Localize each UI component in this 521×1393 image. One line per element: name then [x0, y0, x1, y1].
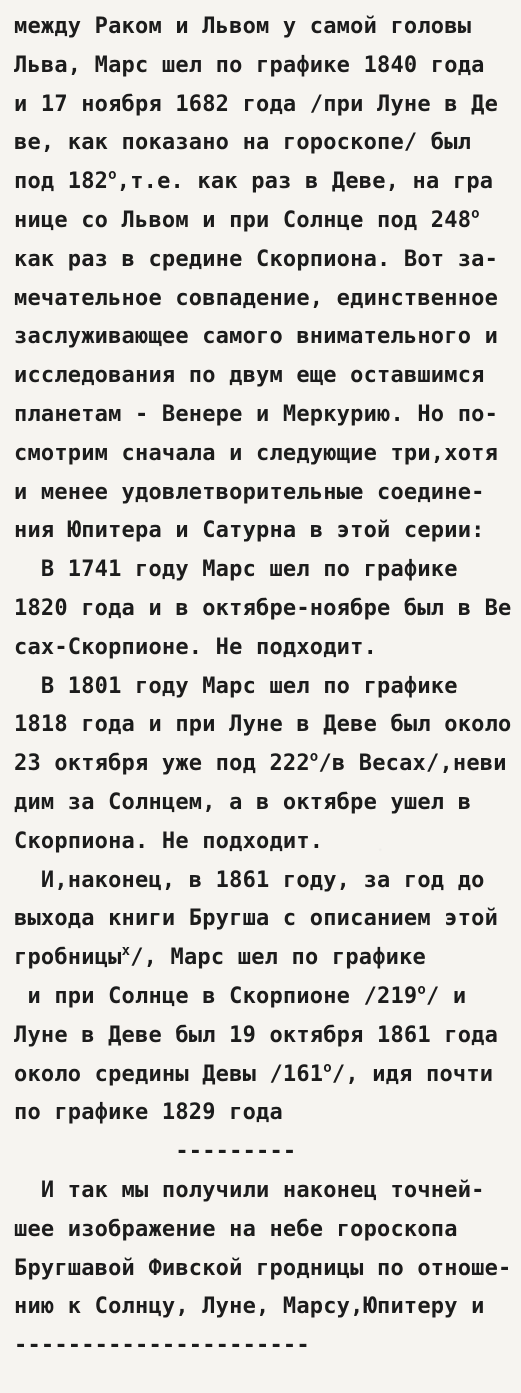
- line-text: /, Марс шел по графике: [130, 945, 426, 971]
- line-text: И так мы получили наконец точней-: [14, 1178, 485, 1203]
- line-text: шее изображение на небе гороскопа: [14, 1216, 458, 1242]
- text-line: [14, 1178, 485, 1203]
- text-line: [14, 53, 485, 78]
- line-text: Льва, Марс шел по графике 1840 года: [14, 52, 485, 78]
- line-text: смотрим сначала и следующие три,хотя: [14, 440, 499, 466]
- line-text: исследования по двум еще оставшимся: [14, 363, 485, 389]
- text-line: [14, 324, 498, 349]
- text-line: [14, 1100, 283, 1125]
- superscript: о: [417, 982, 426, 998]
- text-line: [14, 596, 511, 621]
- text-line: [14, 868, 485, 893]
- text-line: [14, 363, 485, 388]
- text-line: [14, 906, 498, 931]
- text-line: [14, 208, 480, 233]
- text-line: [14, 712, 511, 737]
- text-line: [14, 829, 323, 854]
- line-text: под 182: [14, 169, 109, 195]
- text-line: [14, 674, 458, 699]
- text-line: [14, 1333, 310, 1358]
- line-text: ве, как показано на гороскопе/ был: [14, 130, 472, 156]
- line-text: нию к Солнцу, Луне, Марсу,Юпитеру и: [14, 1294, 485, 1320]
- text-line: [14, 1217, 458, 1242]
- line-text: 1820 года и в октябре-ноябре был в Ве: [14, 596, 512, 621]
- line-text: гробницы: [14, 945, 122, 971]
- line-text: Скорпиона. Не подходит.: [14, 828, 324, 854]
- line-text: Луне в Деве был 19 октября 1861 года: [14, 1022, 499, 1048]
- text-line: [14, 130, 471, 155]
- line-text: /в Весах/,неви: [318, 751, 507, 777]
- line-text: В 1801 году Марс шел по графике: [14, 673, 458, 699]
- text-line: [14, 169, 493, 194]
- text-line: [14, 441, 498, 466]
- text-line: [14, 984, 466, 1009]
- line-text: как раз в средине Скорпиона. Вот за-: [14, 246, 499, 272]
- line-text: около средины Девы /161: [14, 1061, 324, 1087]
- text-line: [14, 790, 471, 815]
- text-line: [14, 518, 485, 543]
- text-line: [14, 1059, 494, 1087]
- line-text: между Раком и Львом у самой головы: [14, 14, 472, 39]
- line-text: выхода книги Бругша с описанием этой: [14, 906, 499, 932]
- text-line: [14, 480, 485, 505]
- text-line: [14, 14, 471, 39]
- line-text: Бругшавой Фивской гродницы по отноше-: [14, 1255, 512, 1281]
- line-text: ,т.е. как раз в Деве, на гра: [116, 169, 494, 195]
- superscript: о: [108, 167, 117, 184]
- line-text: заслуживающее самого внимательного и: [14, 324, 499, 350]
- text-line: [14, 945, 426, 970]
- superscript: о: [471, 206, 480, 222]
- text-line: [14, 1139, 296, 1164]
- text-line: [14, 1023, 498, 1048]
- line-text: 1818 года и при Луне в Деве был около: [14, 712, 512, 738]
- superscript: о: [323, 1059, 332, 1076]
- line-text: В 1741 году Марс шел по графике: [14, 557, 458, 583]
- line-text: / и: [426, 984, 467, 1009]
- line-text: 23 октября уже под 222: [14, 751, 310, 777]
- superscript: о: [309, 749, 319, 766]
- line-text: сах-Скорпионе. Не подходит.: [14, 634, 378, 660]
- text-line: [14, 751, 507, 776]
- text-line: [14, 92, 498, 117]
- text-line: [14, 286, 498, 311]
- line-text: ----------------------: [14, 1333, 310, 1359]
- line-text: и менее удовлетворительные соедине-: [14, 479, 485, 505]
- line-text: ---------: [14, 1139, 297, 1165]
- line-text: и 17 ноября 1682 года /при Луне в Де: [14, 91, 499, 117]
- line-text: И,наконец, в 1861 году, за год до: [14, 867, 485, 893]
- line-text: /, идя почти: [331, 1061, 494, 1087]
- text-line: [14, 1256, 511, 1281]
- line-text: дим за Солнцем, а в октябре ушел в: [14, 790, 472, 815]
- text-line: [14, 247, 498, 272]
- text-line: [14, 635, 377, 660]
- text-line: [14, 1294, 485, 1319]
- line-text: нице со Львом и при Солнце под 248: [14, 208, 472, 233]
- line-text: по графике 1829 года: [14, 1100, 283, 1126]
- superscript: х: [121, 943, 131, 960]
- line-text: мечательное совпадение, единственное: [14, 285, 499, 311]
- line-text: ния Юпитера и Сатурна в этой серии:: [14, 518, 485, 544]
- text-line: [14, 557, 458, 582]
- line-text: планетам - Венере и Меркурию. Но по-: [14, 402, 499, 427]
- text-line: [14, 402, 498, 427]
- line-text: и при Солнце в Скорпионе /219: [14, 984, 418, 1009]
